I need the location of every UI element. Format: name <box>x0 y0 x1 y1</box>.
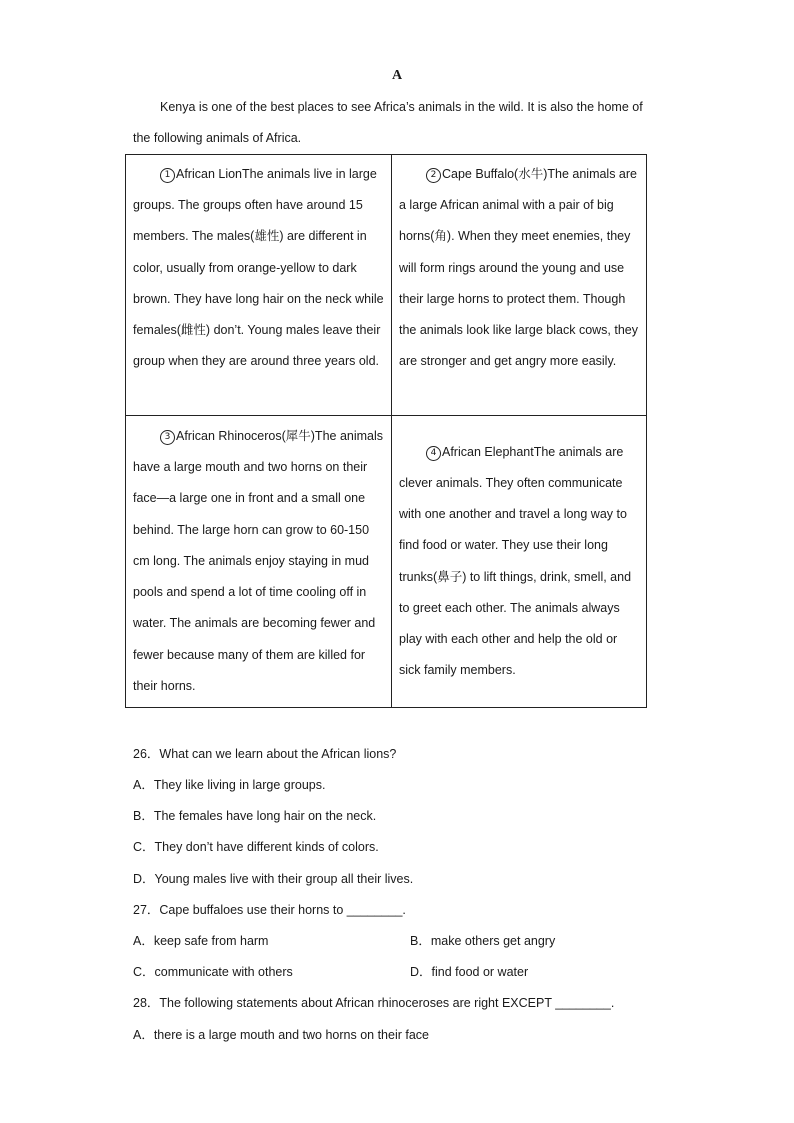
option-d: D．Young males live with their group all their lives. <box>133 872 414 886</box>
circled-number-1: 1 <box>160 168 175 183</box>
table-row <box>126 416 647 708</box>
animal-card-elephant <box>392 416 647 708</box>
card-text: African ElephantThe animals are clever animals. They often communicate with one another and travel a long way to find food or water. They use their long trunks(鼻子) to lift things, drink, smell, and to greet each other. The animals always play with each other and help the old or sick family members. <box>399 444 632 678</box>
question-stem: 26．What can we learn about the African lions? <box>133 747 397 761</box>
table-row <box>126 155 647 416</box>
card-text: African Rhinoceros(犀牛)The animals have a large mouth and two horns on their face—a large one in front and a small one behind. The large horn can grow to 60-150 cm long. The animals enjoy staying in mud pools and spend a lot of time cooling off in water. The animals are becoming fewer and fewer because many of them are killed for their horns. <box>133 429 384 693</box>
circled-number-4: 4 <box>426 446 441 461</box>
option-a: A．there is a large mouth and two horns on their face <box>133 1028 429 1042</box>
card-text: African LionThe animals live in large groups. The groups often have around 15 members. The males(雄性) are different in color, usually from orange-yellow to dark brown. They have long hair on the neck while females(雌性) don’t. Young males leave their group when they are around three years old. <box>133 167 384 369</box>
option-b: B．make others get angry <box>410 934 556 948</box>
option-a: A．keep safe from harm <box>133 934 269 948</box>
circled-number-3: 3 <box>160 430 175 445</box>
animal-card-lion <box>126 155 392 416</box>
question-stem: 27．Cape buffaloes use their horns to ________. <box>133 903 406 917</box>
option-c: C．communicate with others <box>133 965 293 979</box>
question-stem: 28．The following statements about African rhinoceroses are right EXCEPT ________. <box>133 996 615 1010</box>
option-a: A．They like living in large groups. <box>133 778 326 792</box>
option-d: D．find food or water <box>410 965 529 979</box>
section-heading: A <box>391 68 403 83</box>
option-b: B．The females have long hair on the neck. <box>133 809 377 823</box>
animal-card-rhinoceros <box>126 416 392 708</box>
card-text: Cape Buffalo(水牛)The animals are a large African animal with a pair of big horns(角). When they meet enemies, they will form rings around the young and use their large horns to protect them. Though the animals look like large black cows, they are stronger and get angry more easily. <box>399 167 639 369</box>
intro-paragraph: Kenya is one of the best places to see Africa’s animals in the wild. It is also the home of the following animals of Africa. <box>133 100 643 145</box>
option-c: C．They don’t have different kinds of colors. <box>133 840 379 854</box>
circled-number-2: 2 <box>426 168 441 183</box>
animal-card-buffalo <box>392 155 647 416</box>
animal-table <box>125 154 647 708</box>
